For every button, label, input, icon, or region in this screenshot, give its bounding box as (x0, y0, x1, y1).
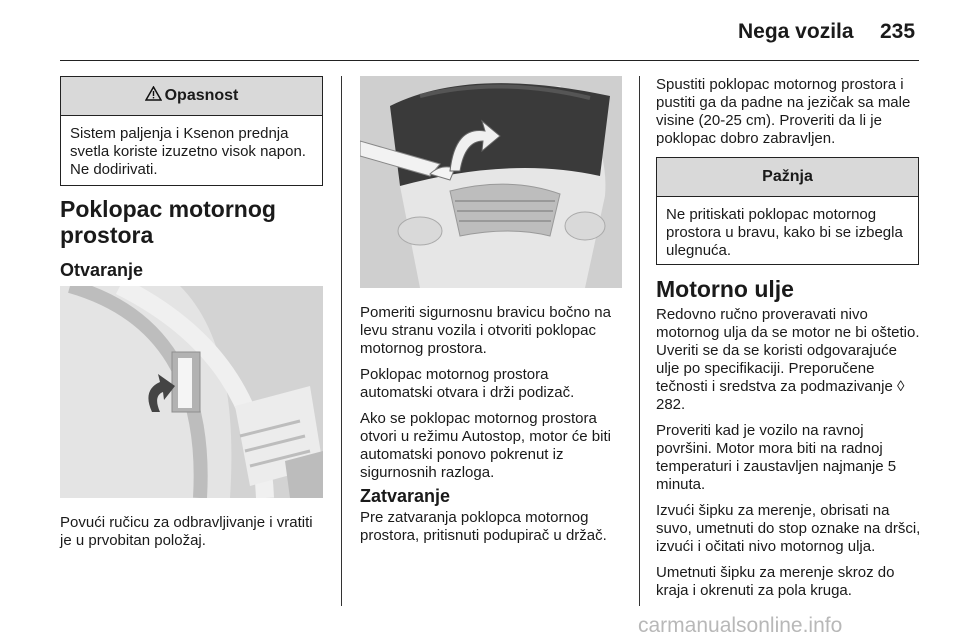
page-number: 235 (880, 20, 916, 43)
warning-box (60, 76, 323, 186)
paragraph-closing: Pre zatvaranja poklopca motornog prostora, pritisnuti podupirač u držač. (360, 509, 607, 544)
paragraph-autostop: Ako se poklopac motornog prostora otvori u režimu Autostop, motor će biti automatski ponovo pokrenut iz sigurnosnih razloga. (360, 410, 611, 481)
paragraph-oil-check (656, 306, 922, 414)
paragraph-lower-hood: Spustiti poklopac motornog prostora i pustiti ga da padne na jezičak sa male visine (20-25 cm). Proveriti da li je poklopac dobro zabravljen. (656, 76, 911, 147)
oil-para1-text: Redovno ručno proveravati nivo motornog ulja da se motor ne bi oštetio. Uveriti se da se koristi odgovarajuće ulje po specifikaciji. Preporučene tečnosti i sredstva za podmazivanje (656, 306, 920, 395)
column2-text (360, 304, 624, 490)
column-divider-1 (341, 76, 342, 606)
caution-box-header (657, 158, 918, 197)
caution-box-text: Ne pritiskati poklopac motornog prostora u bravu, kako bi se izbegla ulegnuća. (666, 206, 903, 259)
subheading-closing: Zatvaranje (360, 486, 451, 506)
paragraph-level-surface: Proveriti kad je vozilo na ravnoj površini. Motor mora biti na radnoj temperaturi i zaustavljen najmanje 5 minuta. (656, 422, 897, 493)
section-heading-hood: Poklopac motornog prostora (60, 196, 276, 248)
caption-release-lever: Povući ručicu za odbravljivanje i vratiti je u prvobitan položaj. (60, 514, 313, 549)
paragraph-gas-strut: Poklopac motornog prostora automatski otvara i drži podizač. (360, 366, 575, 401)
figure-hood-release-lever (60, 286, 323, 498)
warning-box-title: Opasnost (164, 87, 239, 104)
caution-box (656, 157, 919, 265)
paragraph-safety-catch: Pomeriti sigurnosnu bravicu bočno na levu stranu vozila i otvoriti poklopac motornog prostora. (360, 304, 611, 357)
figure-hood-safety-catch (360, 76, 622, 288)
oil-text (656, 306, 922, 608)
caution-box-title: Pažnja (762, 168, 813, 185)
subheading-opening: Otvaranje (60, 260, 144, 280)
paragraph-dipstick: Izvući šipku za merenje, obrisati na suvo, umetnuti do stop oznake na dršci, izvući i očitati nivo motornog ulja. (656, 502, 921, 555)
running-header-title: Nega vozila (738, 20, 854, 43)
header-rule (60, 60, 919, 61)
warning-triangle-icon (145, 86, 162, 106)
watermark: carmanualsonline.info (638, 614, 843, 637)
warning-box-text: Sistem paljenja i Ksenon prednja svetla koriste izuzetno visok napon. Ne dodirivati. (70, 125, 306, 178)
warning-box-header (61, 77, 322, 116)
paragraph-insert-dipstick: Umetnuti šipku za merenje skroz do kraja i okrenuti za pola kruga. (656, 564, 895, 599)
column-divider-2 (639, 76, 640, 606)
oil-para1-ref: 282. (656, 396, 686, 413)
section-heading-engine-oil: Motorno ulje (656, 276, 794, 302)
page-ref-icon: ◊ (896, 378, 905, 395)
